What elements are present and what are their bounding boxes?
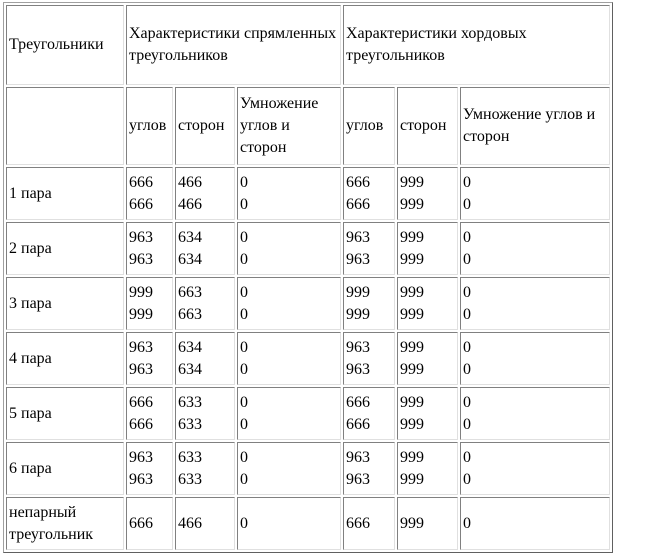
cell-value: 0: [463, 195, 471, 213]
cell-value: 999: [400, 360, 424, 378]
cell-value: 999: [400, 338, 424, 356]
row-label: 1 пара: [6, 167, 124, 220]
cell-chord-angles: [343, 167, 395, 220]
row-label: 6 пара: [6, 442, 124, 495]
cell-value: 666: [129, 415, 153, 433]
cell-rect-angles: [126, 222, 173, 275]
cell-chord-sides: [397, 332, 458, 385]
header-triangles: Треугольники: [6, 5, 124, 85]
cell-value: 633: [178, 448, 202, 466]
cell-rect-sides: [175, 442, 235, 495]
triangle-characteristics-table: [3, 2, 613, 553]
cell-value: 633: [178, 470, 202, 488]
table-row: [6, 222, 610, 275]
cell-chord-mult: [460, 167, 610, 220]
header-group-chordal: Характеристики хордовых треугольников: [343, 5, 610, 85]
subheader-chord-mult: Умножение углов и сторон: [460, 87, 610, 165]
cell-chord-mult: [460, 277, 610, 330]
subheader-empty-cell: [6, 87, 124, 165]
cell-value: 666: [346, 415, 370, 433]
table-row: [6, 442, 610, 495]
subheader-rect-mult: Умножение углов и сторон: [237, 87, 341, 165]
cell-chord-mult: [460, 387, 610, 440]
cell-value: 963: [129, 360, 153, 378]
cell-rect-angles: [126, 332, 173, 385]
cell-value: 999: [400, 448, 424, 466]
cell-rect-sides: [175, 277, 235, 330]
cell-value: 963: [129, 448, 153, 466]
cell-chord-mult: 0: [460, 497, 610, 550]
cell-value: 999: [400, 415, 424, 433]
cell-value: 0: [463, 283, 471, 301]
cell-rect-angles: [126, 442, 173, 495]
cell-value: 0: [240, 338, 248, 356]
cell-value: 633: [178, 415, 202, 433]
cell-value: 0: [240, 448, 248, 466]
cell-value: 999: [129, 283, 153, 301]
cell-value: 663: [178, 305, 202, 323]
cell-value: 666: [129, 195, 153, 213]
row-label: 5 пара: [6, 387, 124, 440]
subheader-rect-angles: углов: [126, 87, 173, 165]
cell-value: 0: [463, 360, 471, 378]
cell-chord-sides: [397, 222, 458, 275]
subheader-rect-sides: сторон: [175, 87, 235, 165]
header-row: [6, 5, 610, 85]
cell-chord-angles: [343, 222, 395, 275]
cell-value: 963: [346, 470, 370, 488]
cell-rect-sides: [175, 167, 235, 220]
cell-chord-sides: [397, 387, 458, 440]
cell-rect-sides: [175, 387, 235, 440]
cell-rect-angles: 666: [126, 497, 173, 550]
subheader-chord-sides: сторон: [397, 87, 458, 165]
cell-value: 0: [463, 415, 471, 433]
cell-value: 0: [463, 338, 471, 356]
cell-value: 0: [240, 470, 248, 488]
cell-value: 663: [178, 283, 202, 301]
cell-value: 0: [463, 228, 471, 246]
cell-rect-angles: [126, 277, 173, 330]
cell-value: 963: [346, 360, 370, 378]
cell-chord-mult: [460, 222, 610, 275]
cell-value: 666: [129, 393, 153, 411]
cell-rect-mult: [237, 222, 341, 275]
cell-chord-sides: [397, 442, 458, 495]
cell-value: 0: [240, 195, 248, 213]
cell-rect-mult: [237, 332, 341, 385]
cell-value: 0: [463, 173, 471, 191]
cell-chord-sides: [397, 167, 458, 220]
cell-value: 963: [346, 250, 370, 268]
cell-rect-mult: [237, 387, 341, 440]
table-row: [6, 167, 610, 220]
cell-value: 999: [400, 283, 424, 301]
cell-value: 999: [400, 393, 424, 411]
cell-value: 963: [346, 228, 370, 246]
cell-value: 999: [129, 305, 153, 323]
cell-value: 999: [400, 195, 424, 213]
cell-chord-sides: 999: [397, 497, 458, 550]
cell-value: 666: [129, 173, 153, 191]
cell-value: 0: [240, 173, 248, 191]
cell-rect-mult: 0: [237, 497, 341, 550]
subheader-row: [6, 87, 610, 165]
row-label: 2 пара: [6, 222, 124, 275]
cell-value: 963: [346, 338, 370, 356]
cell-value: 999: [400, 173, 424, 191]
cell-value: 999: [400, 305, 424, 323]
row-label: 3 пара: [6, 277, 124, 330]
cell-value: 0: [463, 470, 471, 488]
row-label: непарный треугольник: [6, 497, 124, 550]
cell-value: 466: [178, 173, 202, 191]
cell-value: 999: [346, 305, 370, 323]
table-row: [6, 277, 610, 330]
cell-rect-sides: [175, 222, 235, 275]
cell-value: 999: [400, 228, 424, 246]
cell-rect-mult: [237, 277, 341, 330]
cell-rect-angles: [126, 387, 173, 440]
cell-value: 634: [178, 250, 202, 268]
cell-chord-angles: 666: [343, 497, 395, 550]
cell-chord-sides: [397, 277, 458, 330]
cell-rect-sides: 466: [175, 497, 235, 550]
cell-chord-angles: [343, 442, 395, 495]
cell-chord-angles: [343, 332, 395, 385]
cell-value: 963: [129, 228, 153, 246]
cell-chord-angles: [343, 387, 395, 440]
subheader-chord-angles: углов: [343, 87, 395, 165]
cell-value: 466: [178, 195, 202, 213]
cell-value: 666: [346, 195, 370, 213]
cell-value: 963: [129, 470, 153, 488]
cell-value: 999: [400, 250, 424, 268]
table-row: [6, 332, 610, 385]
cell-rect-angles: [126, 167, 173, 220]
cell-value: 0: [463, 305, 471, 323]
cell-rect-mult: [237, 442, 341, 495]
cell-value: 0: [240, 305, 248, 323]
cell-value: 633: [178, 393, 202, 411]
cell-value: 666: [346, 173, 370, 191]
cell-value: 0: [463, 448, 471, 466]
cell-value: 963: [129, 338, 153, 356]
table-container: [3, 2, 613, 553]
cell-value: 999: [346, 283, 370, 301]
cell-chord-mult: [460, 332, 610, 385]
cell-value: 0: [463, 250, 471, 268]
cell-rect-mult: [237, 167, 341, 220]
cell-chord-mult: [460, 442, 610, 495]
cell-value: 0: [240, 415, 248, 433]
table-row-unpaired: [6, 497, 610, 550]
table-row: [6, 387, 610, 440]
cell-value: 0: [240, 283, 248, 301]
cell-value: 634: [178, 228, 202, 246]
cell-value: 0: [240, 250, 248, 268]
row-label: 4 пара: [6, 332, 124, 385]
cell-value: 0: [240, 393, 248, 411]
cell-rect-sides: [175, 332, 235, 385]
cell-value: 666: [346, 393, 370, 411]
cell-value: 963: [129, 250, 153, 268]
cell-value: 999: [400, 470, 424, 488]
cell-value: 0: [240, 360, 248, 378]
cell-value: 634: [178, 338, 202, 356]
header-group-rectified: Характеристики спрямленных треугольников: [126, 5, 341, 85]
cell-value: 963: [346, 448, 370, 466]
cell-chord-angles: [343, 277, 395, 330]
cell-value: 0: [463, 393, 471, 411]
cell-value: 0: [240, 228, 248, 246]
cell-value: 634: [178, 360, 202, 378]
